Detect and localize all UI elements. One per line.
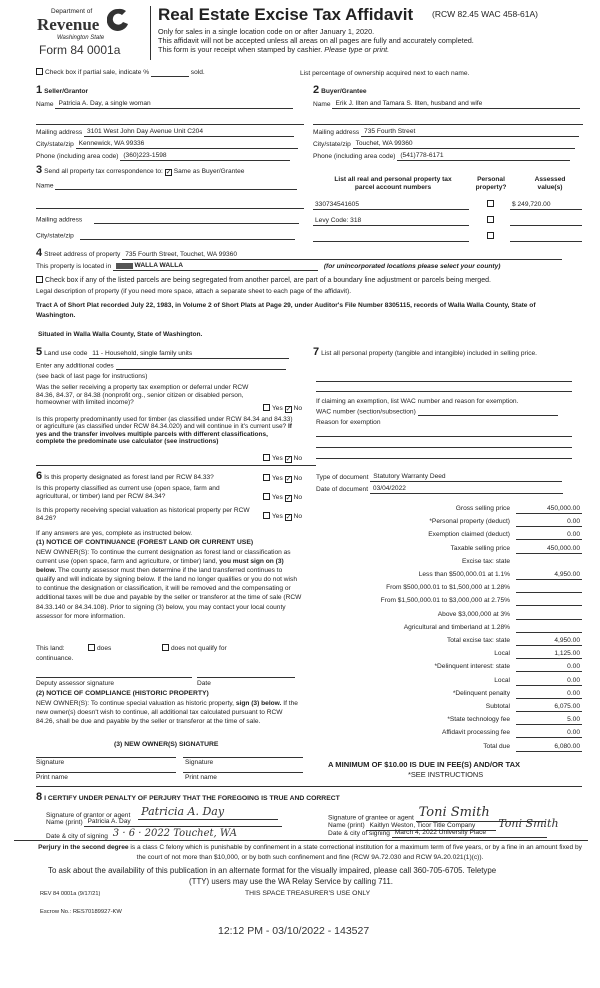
section-number: 1 xyxy=(36,84,43,96)
logo-state-text: Washington State xyxy=(57,35,105,41)
seller-mail-row xyxy=(36,128,294,137)
tax-row-value[interactable]: 0.00 xyxy=(516,729,582,738)
buyer-name-row xyxy=(313,100,580,109)
grantee-name-field[interactable]: Kaitlyn Weston, Ticor Title Company xyxy=(366,822,496,831)
buyer-mail-field[interactable]: 735 Fourth Street xyxy=(361,128,579,137)
partial-sale-row xyxy=(36,68,205,77)
tax-row-value[interactable]: 1,125.00 xyxy=(516,650,582,659)
county-value: WALLA WALLA xyxy=(134,262,183,269)
print-name-label-1: Print name xyxy=(36,774,68,781)
label: This property is located in xyxy=(36,263,112,271)
text-bold: sign (3) below. xyxy=(235,700,282,707)
minimum-due-note: A MINIMUM OF $10.00 IS DUE IN FEE(S) AND/OR TAX xyxy=(328,760,521,769)
label: Same as Buyer/Grantee xyxy=(173,168,245,175)
tax-row-label: *Delinquent interest: state xyxy=(434,663,510,671)
recording-timestamp: 12:12 PM - 03/10/2022 - 143527 xyxy=(218,925,370,937)
label: No xyxy=(293,405,303,412)
revision-label: REV 84 0001a (9/17/21) xyxy=(40,891,101,897)
tax-row-value[interactable]: 0.00 xyxy=(516,690,582,699)
label: Name (print) xyxy=(328,822,365,829)
label: Date of document xyxy=(316,486,369,493)
does-checkbox[interactable] xyxy=(88,644,95,651)
label: No xyxy=(293,494,303,501)
label: Phone (including area code) xyxy=(313,153,396,160)
yes-checkbox[interactable] xyxy=(263,512,270,519)
forest-q2-yes-no xyxy=(263,493,302,502)
tax-row-value[interactable]: 6,075.00 xyxy=(516,703,582,712)
exemption-yes-no xyxy=(263,404,302,413)
exemption-question: Was the seller receiving a property tax exemption or deferral under RCW 84.36, 84.37, or 84.38 (nonprofit org., senior citizen or disabled person, homeowner with limited income)? xyxy=(36,384,249,407)
parcel-number-field[interactable]: Levy Code: 318 xyxy=(313,217,469,226)
label: Date & city of signing xyxy=(328,830,390,837)
sold-label: sold. xyxy=(190,69,205,76)
yes-checkbox[interactable] xyxy=(263,493,270,500)
grantor-name-field[interactable]: Patricia A. Day xyxy=(84,818,282,827)
seller-name-line-2 xyxy=(36,124,304,125)
reason-line-3[interactable] xyxy=(316,458,572,459)
form-number: Form 84 0001a xyxy=(39,43,121,57)
tax-row-value[interactable]: 0.00 xyxy=(516,677,582,686)
new-owner-signature-title: (3) NEW OWNER(S) SIGNATURE xyxy=(114,741,219,748)
section-number: 8 xyxy=(36,791,43,803)
segregated-row xyxy=(36,276,491,285)
assessed-header-2: value(s) xyxy=(537,183,563,191)
tax-row-label: Taxable selling price xyxy=(450,544,510,552)
personal-header-2: property? xyxy=(475,183,507,191)
grantee-date-row xyxy=(328,829,547,838)
tax-row-label: Total excise tax: state xyxy=(446,637,510,644)
label: WAC number (section/subsection) xyxy=(316,408,416,416)
tax-row-label: Less than $500,000.01 at 1.1% xyxy=(418,571,510,578)
print-name-label-2: Print name xyxy=(185,774,217,781)
tax-row-label: Total due xyxy=(483,742,510,750)
label: does xyxy=(97,645,112,652)
tax-row-label: Subtotal xyxy=(485,703,510,710)
assessed-value-field[interactable]: $ 249,720.00 xyxy=(510,201,582,210)
reason-line-1[interactable] xyxy=(316,436,572,437)
tax-row-label: Gross selling price xyxy=(455,505,510,512)
label: City/state/zip xyxy=(36,141,74,148)
buyer-phone-row xyxy=(313,152,570,161)
label: No xyxy=(293,455,303,462)
seller-city-field[interactable]: Kennewick, WA 99336 xyxy=(76,140,298,149)
print-name-line-2[interactable] xyxy=(183,772,303,773)
situated-text: Situated in Walla Walla County, State of Washington. xyxy=(38,331,203,338)
header-divider xyxy=(150,6,151,60)
buyer-phone-field[interactable]: (541)778-6171 xyxy=(397,152,570,161)
tax-row-label: From $1,500,000.01 to $3,000,000 at 2.75% xyxy=(380,597,510,605)
located-row xyxy=(36,262,500,271)
label: Check box if any of the listed parcels are being segregated from another parcel, are part of a boundary line adjustment or parcels being merged. xyxy=(45,277,491,284)
text-bold: you must sign on (3) below. xyxy=(36,558,284,575)
label: No xyxy=(293,513,303,520)
county-note: (for unincorporated locations please select your county) xyxy=(323,263,501,271)
section-number: 6 xyxy=(36,470,43,482)
text: NEW OWNER(S): To continue special valuation as historic property, xyxy=(36,700,236,707)
tax-row-value[interactable]: 0.00 xyxy=(516,663,582,672)
tax-row-value[interactable] xyxy=(516,597,582,606)
personal-header-1: Personal xyxy=(477,176,505,183)
grantor-date-field[interactable]: 3 · 6 · 2022 Touchet, WA xyxy=(110,828,290,841)
tax-row-label: Above $3,000,000 at 3% xyxy=(437,610,510,618)
parcel-number-field[interactable] xyxy=(313,233,469,242)
does-option xyxy=(88,644,111,653)
deputy-signature-label: Deputy assessor signature xyxy=(36,680,115,687)
print-name-line-1[interactable] xyxy=(36,772,176,773)
no-checkbox[interactable]: ✓ xyxy=(285,456,292,463)
partial-sale-checkbox[interactable] xyxy=(36,68,43,75)
legal-description[interactable]: Tract A of Short Plat recorded July 22, 1983, in Volume 2 of Short Plats at Page 29, under Auditor's File Number 8305115, records of Walla Walla County, State of Washington. xyxy=(36,302,536,319)
section-8-top-divider xyxy=(36,786,582,787)
seller-name-field[interactable]: Patricia A. Day, a single woman xyxy=(55,100,293,109)
certify-heading xyxy=(36,791,340,804)
county-select[interactable]: XXXXX WALLA WALLA xyxy=(113,262,318,271)
label: Enter any additional codes xyxy=(36,362,114,370)
assessed-value-field[interactable] xyxy=(510,217,582,226)
land-use-row xyxy=(36,346,289,359)
notice-compliance-title: (2) NOTICE OF COMPLIANCE (HISTORIC PROPERTY) xyxy=(36,690,209,697)
section-number: 2 xyxy=(313,84,320,96)
ownership-note: List percentage of ownership acquired next to each name. xyxy=(300,70,470,77)
corr-city-row xyxy=(36,232,295,240)
exemption-note: If claiming an exemption, list WAC number and reason for exemption. xyxy=(316,398,519,405)
tax-row-value[interactable] xyxy=(516,624,582,633)
forest-q1 xyxy=(36,470,214,483)
tax-row-value[interactable]: 450,000.00 xyxy=(516,545,582,554)
timber-question-bold: If yes and the transfer involves multiple parcels with different classifications, complete the predominate use calculator (see instructions) xyxy=(36,423,292,446)
label: Street address of property xyxy=(44,251,121,258)
reason-line-2[interactable] xyxy=(316,447,572,448)
alt-format-note-1: To ask about the availability of this publication in an alternate format for the visually impaired, please call 360-705-6705. Teletype xyxy=(48,866,497,875)
timber-question-text: Is this property predominantly used for timber (as classified under RCW 84.34 and 84.33) or agriculture (as classified under RCW 84.34.020) and will continue in it's current use? xyxy=(36,416,293,431)
corr-name-row xyxy=(36,182,297,190)
label: Mailing address xyxy=(313,129,360,136)
additional-codes-row xyxy=(36,362,286,370)
correspondence-row xyxy=(36,164,244,177)
alt-format-note-2: (TTY) users may use the WA Relay Service by calling 711. xyxy=(189,877,393,886)
continuance-label: continuance. xyxy=(36,655,74,662)
yes-checkbox[interactable] xyxy=(263,454,270,461)
label: Signature of grantor or agent xyxy=(46,812,131,820)
parcel-header-2: parcel account numbers xyxy=(354,183,432,191)
tax-row-label: *State technology fee xyxy=(447,716,510,724)
if-yes-note: If any answers are yes, complete as instructed below. xyxy=(36,530,193,537)
seller-city-row xyxy=(36,140,298,149)
label: Name (print) xyxy=(46,819,83,826)
perjury-text: is a class C felony which is punishable by confinement in a state correctional institution for a maximum term of five years, or by a fine in an amount fixed by the court of not more than $10,000, or by both such confinement and fine (RCW 9A.72.030 and RCW 9A.20.021(1)(c)). xyxy=(128,844,582,862)
tax-row-label: *Delinquent penalty xyxy=(452,689,510,697)
label: Date & city of signing xyxy=(46,832,108,840)
corr-mail-row xyxy=(36,216,299,224)
tax-row-value[interactable]: 4,950.00 xyxy=(516,571,582,580)
label: Phone (including area code) xyxy=(36,153,119,160)
yes-checkbox[interactable] xyxy=(263,404,270,411)
label: Mailing address xyxy=(36,216,83,224)
seller-phone-field[interactable]: (360)223-1598 xyxy=(120,152,290,161)
no-checkbox[interactable]: ✓ xyxy=(285,495,292,502)
buyer-mail-row xyxy=(313,128,579,137)
label: Name xyxy=(36,101,54,108)
label: Is this property designated as forest land per RCW 84.33? xyxy=(44,474,214,481)
label: Name xyxy=(313,101,331,108)
personal-property-line-1[interactable] xyxy=(316,381,572,382)
tax-row-value[interactable]: 4,950.00 xyxy=(516,637,582,646)
text: If the new owner(s) doesn't wish to continue, all additional tax calculated pursuant to RCW 84.26, shall be due and payable by the seller or transferor at the time of sale. xyxy=(36,700,298,726)
doc-date-field[interactable]: 03/04/2022 xyxy=(370,485,563,494)
deputy-date-label: Date xyxy=(197,680,211,687)
logo-dept-text: Department of xyxy=(51,8,93,15)
personal-header xyxy=(473,176,509,191)
tax-row-value[interactable]: 5.00 xyxy=(516,716,582,725)
see-instructions-note: *SEE INSTRUCTIONS xyxy=(408,770,484,779)
tax-row-label: Affidavit processing fee xyxy=(441,729,510,737)
owner-signature-line-2[interactable] xyxy=(183,757,303,758)
legal-description-label: Legal description of property (if you need more space, attach a separate sheet to each page of the affidavit). xyxy=(36,288,352,295)
forest-q3-yes-no xyxy=(263,512,302,521)
tax-row-label: Local xyxy=(494,650,510,658)
tax-row-value[interactable] xyxy=(516,611,582,620)
seller-heading-text: Seller/Grantor xyxy=(44,88,89,95)
tax-row-value[interactable]: 0.00 xyxy=(516,518,582,527)
personal-property-checkbox[interactable] xyxy=(487,200,494,207)
parcel-header xyxy=(318,176,468,191)
label: Signature of grantee or agent xyxy=(328,814,414,822)
parcel-number-field[interactable]: 330734541605 xyxy=(313,201,469,210)
yes-checkbox[interactable] xyxy=(263,474,270,481)
same-as-buyer-checkbox[interactable]: ✓ xyxy=(165,169,172,176)
forest-q1-yes-no xyxy=(263,474,302,483)
street-field[interactable]: 735 Fourth Street, Touchet, WA 99360 xyxy=(122,251,562,260)
assessed-value-field[interactable] xyxy=(510,233,582,242)
seller-name-row xyxy=(36,100,293,109)
header-note-3 xyxy=(158,46,389,54)
label: Type of document xyxy=(316,474,369,481)
label: List all personal property (tangible and intangible) included in selling price. xyxy=(321,350,538,357)
wac-field[interactable] xyxy=(418,408,558,416)
doc-type-row xyxy=(316,473,562,482)
label: Mailing address xyxy=(36,129,83,136)
timber-question xyxy=(36,416,298,446)
text: NEW OWNER(S): To continue the current designation as forest land or classification as current use (open space, farm and agriculture, or timber) land, xyxy=(36,549,291,566)
label: Yes xyxy=(272,494,283,501)
wac-row xyxy=(316,408,558,416)
grantee-signature[interactable]: Toni Smith xyxy=(416,806,546,822)
notice-continuance-title: (1) NOTICE OF CONTINUANCE (FOREST LAND OR CURRENT USE) xyxy=(36,539,254,546)
tax-row-label: From $500,000.01 to $1,500,000 at 1.28% xyxy=(386,584,510,592)
partial-sale-label: Check box if partial sale, indicate % xyxy=(45,69,150,76)
corr-name-field[interactable] xyxy=(55,182,297,190)
grantee-handwritten-name: Toni Smith xyxy=(498,817,559,830)
no-checkbox[interactable]: ✓ xyxy=(285,514,292,521)
grantor-date-row xyxy=(46,828,290,841)
this-land-label: This land: xyxy=(36,645,65,652)
tax-row-label: *Personal property (deduct) xyxy=(429,518,510,526)
label: City/state/zip xyxy=(36,232,74,240)
additional-codes-field[interactable] xyxy=(116,362,286,370)
reason-label: Reason for exemption xyxy=(316,419,381,426)
see-back-note: (see back of last page for instructions) xyxy=(36,373,148,380)
forest-q2: Is this property classified as current use (open space, farm and agricultural, or timber) land per RCW 84.34? xyxy=(36,485,220,500)
buyer-heading-text: Buyer/Grantee xyxy=(321,88,367,95)
label: Send all property tax correspondence to: xyxy=(44,168,163,175)
signature-label-2: Signature xyxy=(185,759,214,766)
buyer-city-field[interactable]: Touchet, WA 99360 xyxy=(353,140,575,149)
deputy-signature-line[interactable] xyxy=(36,677,192,678)
tax-row-label: Excise tax: state xyxy=(461,557,510,565)
segregated-checkbox[interactable] xyxy=(36,276,43,283)
tax-row-label: Local xyxy=(494,676,510,684)
assessed-header xyxy=(525,176,575,191)
rcw-reference: (RCW 82.45 WAC 458-61A) xyxy=(432,9,538,19)
tax-row-value[interactable]: 450,000.00 xyxy=(516,505,582,514)
doc-date-row xyxy=(316,485,563,494)
no-checkbox[interactable]: ✓ xyxy=(285,406,292,413)
label: Yes xyxy=(272,475,283,482)
label: Yes xyxy=(272,455,283,462)
does-not-checkbox[interactable] xyxy=(162,644,169,651)
tax-row-value[interactable]: 0.00 xyxy=(516,531,582,540)
escrow-number: Escrow No.: RES70189927-KW xyxy=(40,909,122,915)
buyer-city-row xyxy=(313,140,575,149)
header-note-2: This affidavit will not be accepted unless all areas on all pages are fully and accurately completed. xyxy=(158,36,474,45)
seller-mail-field[interactable]: 3101 West John Day Avenue Unit C204 xyxy=(84,128,294,137)
label: Land use code xyxy=(44,350,88,357)
label: does not qualify for xyxy=(171,645,227,652)
type-or-print-note: Please type or print. xyxy=(324,45,390,54)
buyer-heading xyxy=(313,84,367,97)
tax-row-value[interactable] xyxy=(516,584,582,593)
no-checkbox[interactable]: ✓ xyxy=(285,476,292,483)
personal-property-label xyxy=(313,346,583,359)
perjury-bold: Perjury in the second degree xyxy=(38,844,129,851)
label: Yes xyxy=(272,513,283,520)
notice-compliance-text xyxy=(36,699,302,726)
parcel-header-1: List all real and personal property tax xyxy=(334,176,452,183)
section-8-bottom-divider xyxy=(14,840,588,841)
section-number: 3 xyxy=(36,164,43,176)
page-title: Real Estate Excise Tax Affidavit xyxy=(158,5,414,24)
tax-row-label: Agricultural and timberland at 1.28% xyxy=(403,623,510,631)
partial-percent-field[interactable] xyxy=(151,69,189,77)
grantee-date-field[interactable]: March 4, 2022 University Place xyxy=(392,829,547,838)
doc-type-field[interactable]: Statutory Warranty Deed xyxy=(370,473,562,482)
notice-continuance-text xyxy=(36,548,302,621)
dor-logo xyxy=(35,6,130,60)
text: The county assessor must then determine if the land transferred continues to qualify and will indicate by signing below. If the land no longer qualifies or you do not wish to continue the designation or classification, it will be removed and the compensating or additional taxes will be due and payable by the seller or transferor at the time of sale (RCW 84.33.140 or 84.34.108). Prior to signing (3) below, you may contact your local county assessor for more information. xyxy=(36,567,302,620)
deputy-date-line[interactable] xyxy=(197,677,295,678)
personal-property-checkbox[interactable] xyxy=(487,232,494,239)
header-note-1: Only for sales in a single location code on or after January 1, 2020. xyxy=(158,27,375,36)
buyer-name-line-2 xyxy=(313,124,583,125)
section-number: 4 xyxy=(36,247,43,259)
does-not-option xyxy=(162,644,227,653)
personal-property-checkbox[interactable] xyxy=(487,216,494,223)
forest-q3: Is this property receiving special valuation as historical property per RCW 84.26? xyxy=(36,507,250,522)
label: Yes xyxy=(272,405,283,412)
label: City/state/zip xyxy=(313,141,351,148)
perjury-note xyxy=(36,843,584,863)
land-use-field[interactable]: 11 - Household, single family units xyxy=(89,350,289,359)
section-number: 7 xyxy=(313,346,320,358)
personal-property-line-2[interactable] xyxy=(316,391,572,392)
tax-row-value[interactable]: 6,080.00 xyxy=(516,743,582,752)
label: No xyxy=(293,475,303,482)
section-number: 5 xyxy=(36,346,43,358)
signature-label-1: Signature xyxy=(36,759,65,766)
corr-name-line-2 xyxy=(36,208,304,209)
owner-signature-line-1[interactable] xyxy=(36,757,176,758)
seller-phone-row xyxy=(36,152,290,161)
section-5-divider xyxy=(36,465,316,466)
buyer-name-field[interactable]: Erik J. Ilten and Tamara S. Ilten, husband and wife xyxy=(332,100,580,109)
seller-heading xyxy=(36,84,88,97)
grantor-signature[interactable]: Patricia A. Day xyxy=(138,806,278,820)
treasurer-use-label: THIS SPACE TREASURER'S USE ONLY xyxy=(245,890,371,897)
assessed-header-1: Assessed xyxy=(534,176,566,183)
corr-mail-field[interactable] xyxy=(94,216,299,224)
dor-swirl-icon xyxy=(107,8,129,32)
tax-row-label: Exemption claimed (deduct) xyxy=(428,531,510,539)
receipt-note: This form is your receipt when stamped by cashier. xyxy=(158,45,325,54)
label: Name xyxy=(36,182,54,190)
certify-text: I CERTIFY UNDER PENALTY OF PERJURY THAT THE FOREGOING IS TRUE AND CORRECT xyxy=(44,795,340,802)
grantor-name-row xyxy=(46,818,282,827)
timber-yes-no xyxy=(263,454,302,463)
corr-city-field[interactable] xyxy=(80,232,295,240)
logo-revenue-text: Revenue xyxy=(37,15,100,34)
street-row xyxy=(36,247,562,260)
